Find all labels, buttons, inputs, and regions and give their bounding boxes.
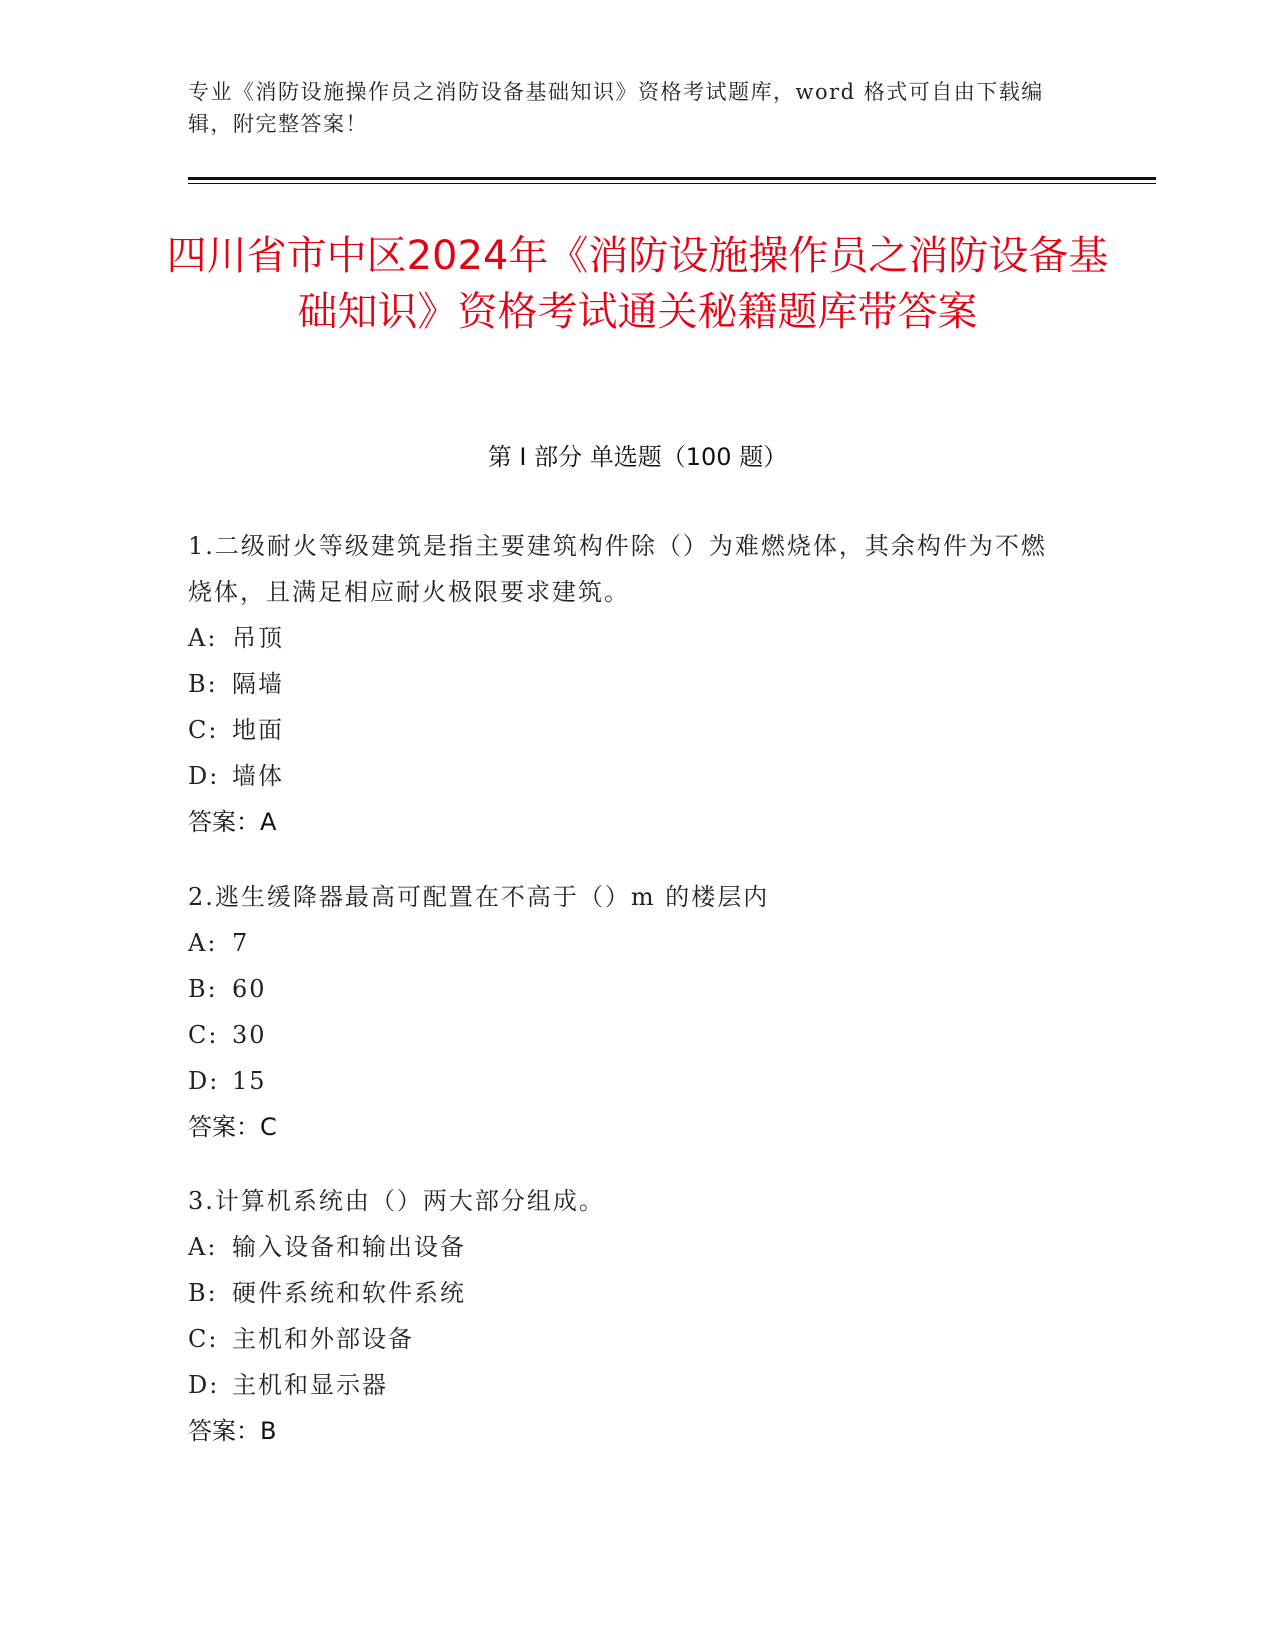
option-d: [188, 753, 1068, 799]
option-a: [188, 615, 1068, 661]
question-stem: 3.计算机系统由（）两大部分组成。: [188, 1187, 605, 1215]
option-letter: A:: [188, 624, 218, 652]
question-stem: 1.二级耐火等级建筑是指主要建筑构件除（）为难燃烧体，其余构件为不燃烧体，且满足相应耐火极限要求建筑。: [188, 532, 1047, 606]
answer-line: 答案：A: [188, 808, 277, 836]
option-text: 15: [232, 1067, 267, 1095]
option-letter: B:: [188, 1279, 218, 1307]
option-d: [188, 1362, 1068, 1408]
option-text: 硬件系统和软件系统: [232, 1279, 466, 1307]
option-letter: A:: [188, 1233, 218, 1261]
option-letter: A:: [188, 929, 218, 957]
question-1: [188, 523, 1068, 845]
option-letter: D:: [188, 1067, 220, 1095]
option-letter: D:: [188, 1371, 220, 1399]
question-3: [188, 1178, 1068, 1454]
option-text: 输入设备和输出设备: [232, 1233, 466, 1261]
option-a: [188, 920, 1068, 966]
question-stem: 2.逃生缓降器最高可配置在不高于（）m 的楼层内: [188, 883, 770, 911]
header-note: 专业《消防设施操作员之消防设备基础知识》资格考试题库，word 格式可自由下载编辑，附完整答案！: [188, 80, 1044, 136]
option-c: [188, 1012, 1068, 1058]
option-text: 60: [232, 975, 267, 1003]
option-d: [188, 1058, 1068, 1104]
option-letter: C:: [188, 1325, 219, 1353]
option-text: 隔墙: [232, 670, 284, 698]
option-text: 地面: [232, 716, 284, 744]
header-divider-thin: [188, 183, 1156, 184]
option-letter: B:: [188, 670, 218, 698]
answer-line: 答案：B: [188, 1417, 277, 1445]
option-text: 主机和外部设备: [232, 1325, 414, 1353]
option-c: [188, 707, 1068, 753]
option-text: 主机和显示器: [232, 1371, 388, 1399]
option-b: [188, 966, 1068, 1012]
option-letter: C:: [188, 1021, 219, 1049]
document-title: 四川省市中区2024年《消防设施操作员之消防设备基础知识》资格考试通关秘籍题库带答案: [166, 233, 1109, 335]
section-title: 第 I 部分 单选题（100 题）: [487, 443, 788, 471]
option-b: [188, 1270, 1068, 1316]
option-a: [188, 1224, 1068, 1270]
option-letter: C:: [188, 716, 219, 744]
option-letter: D:: [188, 762, 220, 790]
option-text: 7: [232, 929, 250, 957]
option-letter: B:: [188, 975, 218, 1003]
answer-line: 答案：C: [188, 1113, 277, 1141]
option-text: 吊顶: [232, 624, 284, 652]
option-b: [188, 661, 1068, 707]
option-c: [188, 1316, 1068, 1362]
option-text: 墙体: [232, 762, 284, 790]
question-2: [188, 874, 1068, 1150]
option-text: 30: [232, 1021, 267, 1049]
header-divider-thick: [188, 177, 1156, 180]
